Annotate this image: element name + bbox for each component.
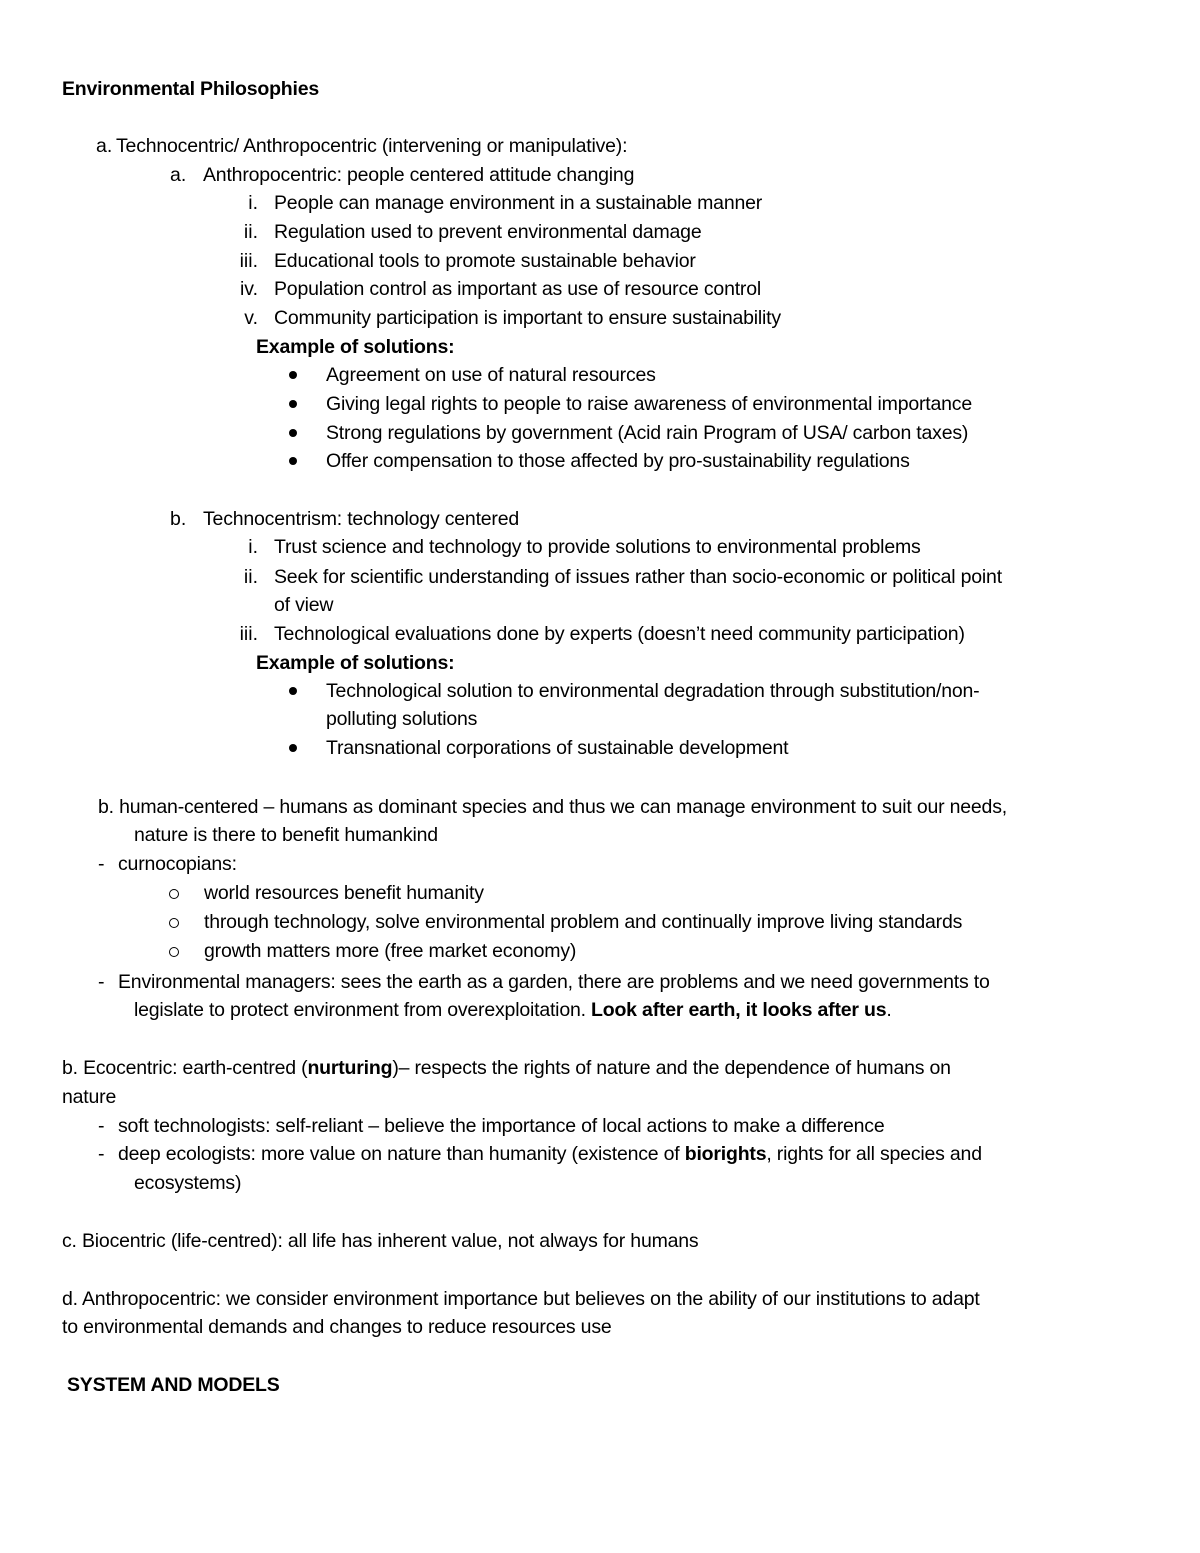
list-item: People can manage environment in a sustainable manner bbox=[274, 192, 763, 214]
list-item: Educational tools to promote sustainable behavior bbox=[274, 250, 696, 272]
list-item-continuation bbox=[134, 998, 892, 1022]
sub-a-heading: Anthropocentric: people centered attitude changing bbox=[203, 164, 635, 186]
paragraph-line bbox=[62, 1056, 951, 1080]
roman-marker: iv. bbox=[239, 278, 258, 300]
list-item: Agreement on use of natural resources bbox=[326, 364, 656, 386]
paragraph-line: c. Biocentric (life-centred): all life has inherent value, not always for humans bbox=[62, 1230, 699, 1252]
list-item bbox=[118, 1142, 982, 1166]
list-item: Regulation used to prevent environmental damage bbox=[274, 221, 702, 243]
list-item: Giving legal rights to people to raise awareness of environmental importance bbox=[326, 393, 972, 415]
section-a-heading: Technocentric/ Anthropocentric (intervening or manipulative): bbox=[116, 135, 628, 157]
dash-marker: - bbox=[98, 1143, 105, 1165]
list-item-continuation: of view bbox=[274, 594, 334, 616]
list-item-continuation: polluting solutions bbox=[326, 708, 478, 730]
text-run: . bbox=[886, 999, 892, 1021]
list-item: curnocopians: bbox=[118, 853, 237, 875]
dash-marker: - bbox=[98, 853, 105, 875]
list-item: Community participation is important to ensure sustainability bbox=[274, 307, 781, 329]
roman-marker: i. bbox=[248, 536, 258, 558]
bullet-icon bbox=[289, 744, 297, 752]
text-run: , rights for all species and bbox=[766, 1143, 982, 1165]
bullet-icon bbox=[289, 457, 297, 465]
circle-bullet-icon bbox=[169, 918, 179, 928]
paragraph-line: nature is there to benefit humankind bbox=[134, 824, 438, 846]
paragraph-line: to environmental demands and changes to reduce resources use bbox=[62, 1316, 612, 1338]
list-item: Seek for scientific understanding of issues rather than socio-economic or political point bbox=[274, 566, 1002, 588]
paragraph-line: b. human-centered – humans as dominant species and thus we can manage environment to suit our needs, bbox=[98, 796, 1007, 818]
bullet-icon bbox=[289, 687, 297, 695]
list-item: Technological solution to environmental degradation through substitution/non- bbox=[326, 680, 980, 702]
section-heading: SYSTEM AND MODELS bbox=[67, 1374, 280, 1396]
paragraph-line: d. Anthropocentric: we consider environment importance but believes on the ability of our institutions to adapt bbox=[62, 1288, 980, 1310]
text-run: legislate to protect environment from overexploitation. bbox=[134, 999, 586, 1021]
roman-marker: ii. bbox=[243, 566, 258, 588]
roman-marker: i. bbox=[248, 192, 258, 214]
text-run: b. Ecocentric: earth-centred ( bbox=[62, 1057, 308, 1079]
section-a-marker: a. bbox=[96, 135, 113, 157]
list-item: Environmental managers: sees the earth as a garden, there are problems and we need governments to bbox=[118, 971, 990, 993]
list-item: Technological evaluations done by experts (doesn’t need community participation) bbox=[274, 623, 965, 645]
examples-label: Example of solutions: bbox=[256, 336, 455, 358]
list-item-continuation: ecosystems) bbox=[134, 1172, 242, 1194]
emphasis-text: biorights bbox=[684, 1143, 767, 1165]
roman-marker: iii. bbox=[239, 623, 258, 645]
circle-bullet-icon bbox=[169, 947, 179, 957]
bullet-icon bbox=[289, 400, 297, 408]
sub-b-heading: Technocentrism: technology centered bbox=[203, 508, 520, 530]
list-item: Trust science and technology to provide solutions to environmental problems bbox=[274, 536, 921, 558]
list-item: Offer compensation to those affected by pro-sustainability regulations bbox=[326, 450, 910, 472]
sub-a-marker: a. bbox=[170, 164, 187, 186]
text-run: deep ecologists: more value on nature than humanity (existence of bbox=[118, 1143, 680, 1165]
examples-label: Example of solutions: bbox=[256, 652, 455, 674]
emphasis-text: nurturing bbox=[307, 1057, 393, 1079]
roman-marker: ii. bbox=[243, 221, 258, 243]
list-item: Strong regulations by government (Acid rain Program of USA/ carbon taxes) bbox=[326, 422, 969, 444]
bullet-icon bbox=[289, 371, 297, 379]
emphasis-text: Look after earth, it looks after us bbox=[591, 999, 887, 1021]
dash-marker: - bbox=[98, 971, 105, 993]
list-item: Population control as important as use of resource control bbox=[274, 278, 762, 300]
dash-marker: - bbox=[98, 1115, 105, 1137]
page-title: Environmental Philosophies bbox=[62, 78, 320, 100]
list-item: world resources benefit humanity bbox=[204, 882, 484, 904]
circle-bullet-icon bbox=[169, 889, 179, 899]
list-item: growth matters more (free market economy) bbox=[204, 940, 577, 962]
bullet-icon bbox=[289, 429, 297, 437]
paragraph-line: nature bbox=[62, 1086, 117, 1108]
roman-marker: iii. bbox=[239, 250, 258, 272]
sub-b-marker: b. bbox=[170, 508, 187, 530]
list-item: Transnational corporations of sustainable development bbox=[326, 737, 789, 759]
list-item: soft technologists: self-reliant – believe the importance of local actions to make a difference bbox=[118, 1115, 885, 1137]
roman-marker: v. bbox=[244, 307, 258, 329]
list-item: through technology, solve environmental problem and continually improve living standards bbox=[204, 911, 963, 933]
text-run: )– respects the rights of nature and the dependence of humans on bbox=[392, 1057, 951, 1079]
